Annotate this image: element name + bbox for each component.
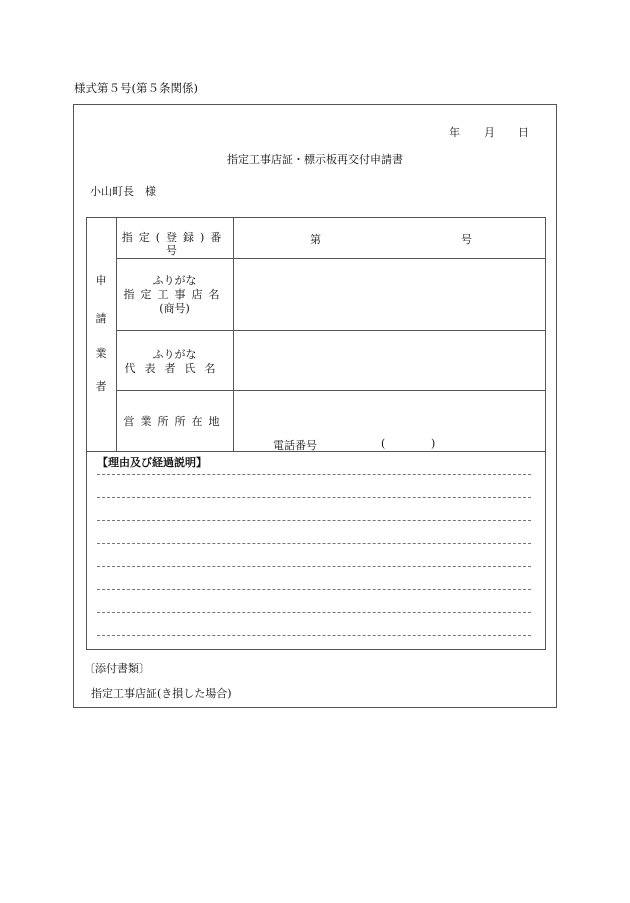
phone-paren-close: ) [431,437,436,450]
office-address-input[interactable] [236,393,543,433]
label-column-divider [233,217,234,451]
representative-label: 代表者氏名 [124,362,225,375]
date-year: 年 [449,126,460,139]
shop-name-label: 指定工事店名 [123,288,226,301]
row-divider-2 [116,330,546,331]
vertical-label-char: 業 [95,347,107,360]
reason-label: 【理由及び経過説明】 [97,456,207,469]
phone-input[interactable] [390,435,430,449]
date-month: 月 [484,126,495,139]
date-day: 日 [518,126,529,139]
reason-dotted-line [97,589,531,590]
vertical-label-char: 者 [95,380,107,393]
phone-label: 電話番号 [273,439,317,452]
reason-dotted-line [97,497,531,498]
form-number: 様式第５号(第５条関係) [74,81,198,95]
vertical-label-char: 申 [95,274,107,287]
form-title: 指定工事店証・標示板再交付申請書 [227,153,403,166]
addressee: 小山町長 様 [90,185,156,198]
reason-dotted-line [97,635,531,636]
reason-dotted-line [97,474,531,475]
reason-dotted-line [97,520,531,521]
office-address-label: 営業所所在地 [123,415,226,428]
registration-number-prefix: 第 [310,233,321,246]
registration-number-label: 指定(登録)番号 [121,231,228,257]
reason-dotted-line [97,612,531,613]
vertical-label-char: 請 [95,312,107,325]
shop-name-sublabel: (商号) [159,302,190,315]
attachment-item: 指定工事店証(き損した場合) [91,687,232,700]
representative-input[interactable] [236,333,543,387]
registration-number-input[interactable] [325,226,455,248]
attachments-header: 〔添付書類〕 [84,662,150,675]
row-divider-3 [116,390,546,391]
registration-number-suffix: 号 [461,233,472,246]
phone-paren-open: ( [381,437,386,450]
reason-input[interactable] [97,466,531,642]
reason-dotted-line [97,543,531,544]
reason-dotted-line [97,566,531,567]
row-divider-1 [116,258,546,259]
representative-furigana: ふりがな [152,348,197,361]
shop-name-input[interactable] [236,261,543,327]
shop-name-furigana: ふりがな [152,274,197,287]
